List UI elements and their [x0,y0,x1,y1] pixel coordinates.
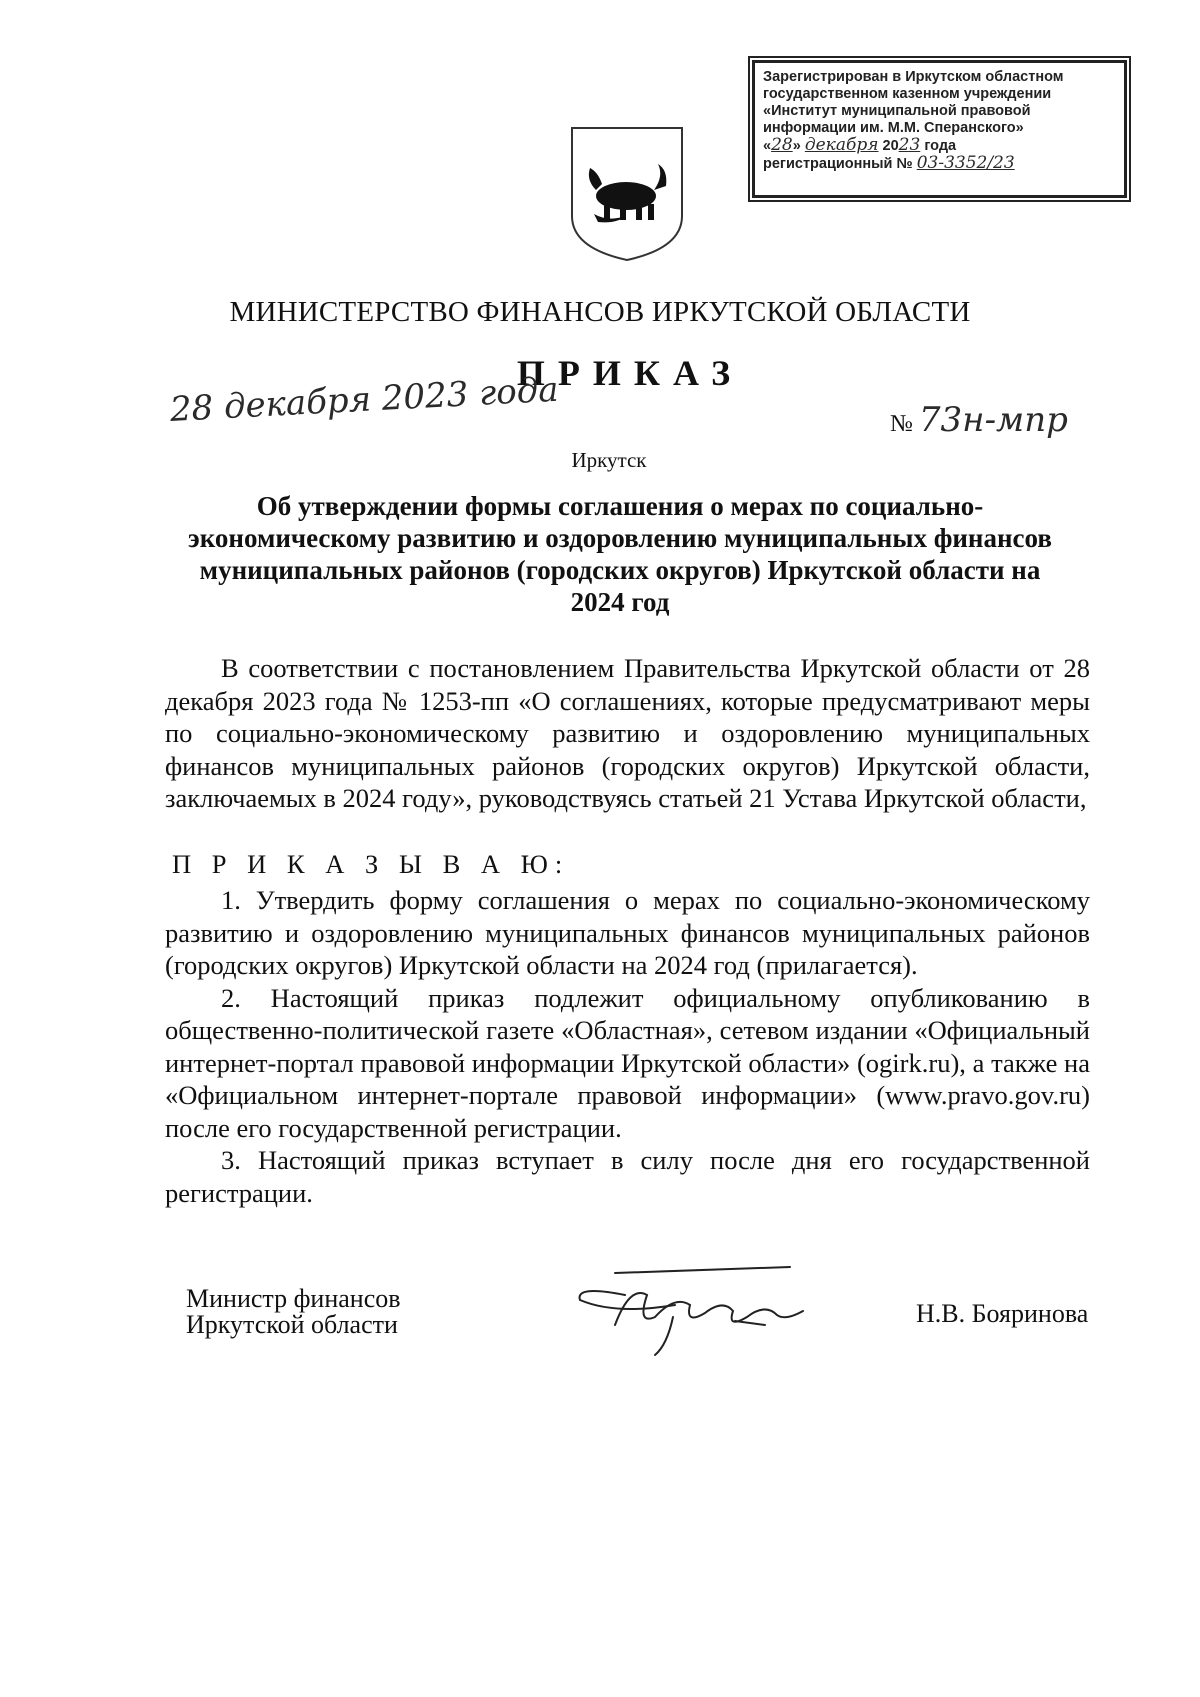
preamble [165,652,1090,815]
signatory-role: Министр финансов Иркутской области [186,1284,401,1339]
order-item-1: 1. Утвердить форму соглашения о мерах по социально-экономическому развитию и оздоровлению муниципальных финансов муниципальных районов (городских округов) Иркутской области на 2024 год (прилагается). [165,885,1090,980]
order-item-3: 3. Настоящий приказ вступает в силу после дня его государственной регистрации. [165,1145,1090,1208]
stamp-registration-number: 03-3352/23 [916,153,1015,173]
handwritten-signature [555,1255,855,1365]
signatory-name: Н.В. Бояринова [916,1299,1089,1328]
stamp-date-year: 23 [898,135,921,155]
order-items [165,884,1090,1209]
title-line: муниципальных районов (городских округов) Иркутской области на [199,555,1041,585]
handwritten-number: 73н-мпр [918,400,1068,440]
title-line: 2024 год [570,587,670,617]
title-line: экономическому развитию и оздоровлению муниципальных финансов [188,523,1052,553]
handwritten-date: 28 декабря 2023 года [168,369,560,430]
stamp-date-month: декабря [804,135,879,155]
preamble-paragraph: В соответствии с постановлением Правительства Иркутской области от 28 декабря 2023 года № 1253-пп «О соглашениях, которые предусматривают меры по социально-экономическому развитию и оздоровлению муниципальных финансов муниципальных районов (городских округов) Иркутской области, заключаемых в 2024 году», руководствуясь статьей 21 Устава Иркутской области, [165,653,1090,813]
registration-stamp [752,60,1127,198]
stamp-date-day: 28 [771,135,793,155]
stamp-date-line: «28» декабря 2023 года [763,135,957,155]
order-number [890,400,1068,440]
stamp-registration-line: регистрационный № 03-3352/23 [763,153,1015,173]
stamp-line: государственном казенном учреждении [763,86,1052,102]
stamp-line: Зарегистрирован в Иркутском областном [763,69,1064,85]
title-line: Об утверждении формы соглашения о мерах по социально- [256,491,984,521]
number-label: № [890,411,913,437]
stamp-line: информации им. М.М. Сперанского» [763,120,1024,136]
coat-of-arms-icon [568,124,686,264]
stamp-line: «Институт муниципальной правовой [763,103,1031,119]
order-item-2: 2. Настоящий приказ подлежит официальному опубликованию в общественно-политической газете «Областная», сетевом издании «Официальный интернет-портал правовой информации Иркутской области» (ogirk.ru), а также на «Официальном интернет-портале правовой информации» (www.pravo.gov.ru) после его государственной регистрации. [165,982,1090,1143]
ministry-name: МИНИСТЕРСТВО ФИНАНСОВ ИРКУТСКОЙ ОБЛАСТИ [229,296,971,328]
order-word: П Р И К А З Ы В А Ю: [172,849,570,879]
document-title [160,490,1080,618]
city: Иркутск [571,448,647,472]
document-type: ПРИКАЗ [516,353,744,393]
